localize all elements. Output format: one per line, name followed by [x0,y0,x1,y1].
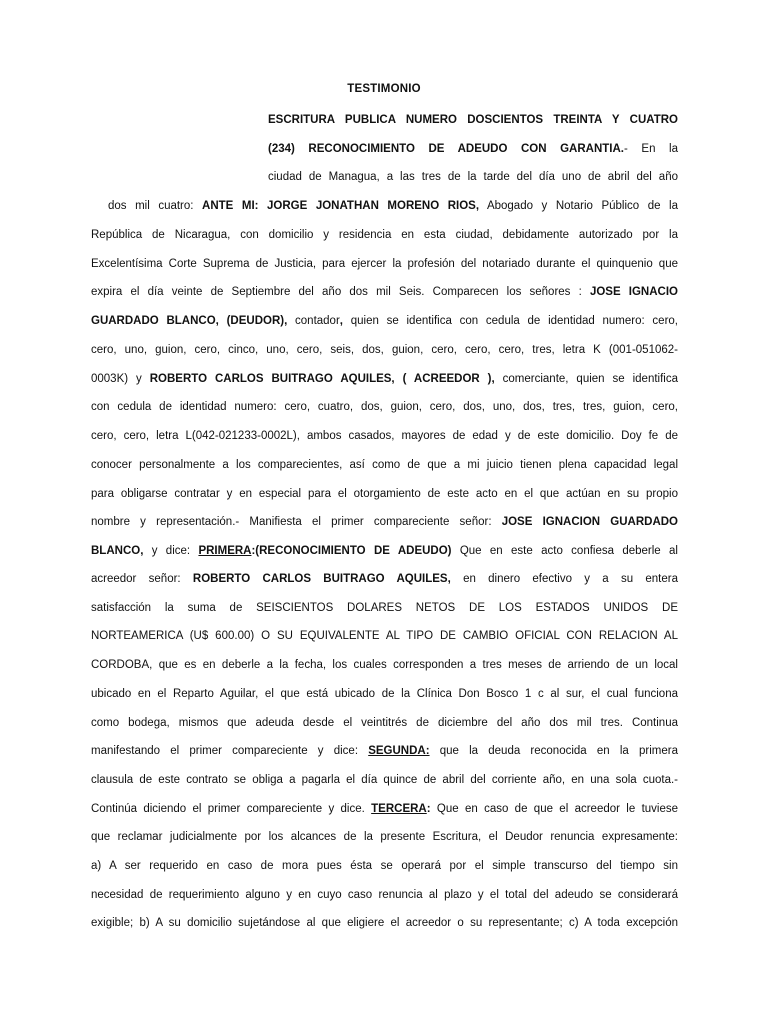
bold-text: , [339,315,343,327]
bold-text: ROBERTO CARLOS BUITRAGO AQUILES, [192,573,451,585]
bold-text: ESCRITURA PUBLICA NUMERO DOSCIENTOS TREINTA Y CUATRO [268,114,678,126]
text-line [91,542,678,560]
text-line [91,656,678,674]
text-line [91,914,678,932]
clause-heading: SEGUNDA: [368,745,430,757]
text-line [91,742,678,760]
bold-text: (234) RECONOCIMIENTO DE ADEUDO CON GARANTIA. [268,143,624,155]
text-run: nombre y representación.- Manifiesta el primer compareciente señor: [91,516,502,528]
text-run: en dinero efectivo y a su entera [450,573,678,585]
text-run: ubicado en el Reparto Aguilar, el que está ubicado de la Clínica Don Bosco 1 c al sur, el cual funciona [91,688,678,700]
text-run: ciudad de Managua, a las tres de la tarde del día uno de abril del año [268,171,678,183]
bold-text: GUARDADO BLANCO, (DEUDOR), [91,315,288,327]
document-title: TESTIMONIO [347,83,421,95]
text-run: exigible; b) A su domicilio sujetándose al que eligiere el acreedor o su representante; c) A toda excepción [91,917,678,929]
bold-text: : [426,803,431,815]
text-line [91,570,678,588]
text-line [91,886,678,904]
text-run: República de Nicaragua, con domicilio y residencia en esta ciudad, debidamente autorizado por la [91,229,678,241]
text-line [268,168,678,186]
clause-heading: TERCERA [371,803,427,815]
text-run: cero, uno, guion, cero, cinco, uno, cero, seis, dos, guion, cero, cero, cero, tres, letra K (001-051062- [91,344,678,356]
clause-heading: PRIMERA [198,545,252,557]
text-line [91,427,678,445]
text-line [91,226,678,244]
text-run: cero, cero, letra L(042-021233-0002L), ambos casados, mayores de edad y de este domicilio. Doy fe de [91,430,678,442]
text-line [91,485,678,503]
text-run: Excelentísima Corte Suprema de Justicia, para ejercer la profesión del notariado durante el quinquenio que [91,258,678,270]
text-run: manifestando el primer compareciente y dice: [91,745,369,757]
text-run: dos mil cuatro: [108,200,203,212]
text-line [268,111,678,129]
bold-text: JOSE IGNACION GUARDADO [501,516,679,528]
bold-text: :(RECONOCIMIENTO DE ADEUDO) [251,545,452,557]
text-run: Que en caso de que el acreedor le tuviese [430,803,679,815]
text-run: a) A ser requerido en caso de mora pues ésta se operará por el simple transcurso del tiempo sin [91,860,678,872]
text-run: como bodega, mismos que adeuda desde el veintitrés de diciembre del año dos mil tres. Continua [91,717,678,729]
text-line [91,857,678,875]
text-run: necesidad de requerimiento alguno y en cuyo caso renuncia al plazo y el total del adeudo se considerará [91,889,678,901]
bold-text: BLANCO, [91,545,144,557]
text-line [108,197,678,215]
text-line [91,685,678,703]
text-line [91,800,678,818]
bold-text: ROBERTO CARLOS BUITRAGO AQUILES, ( ACREEDOR ), [149,373,495,385]
text-run: CORDOBA, que es en deberle a la fecha, los cuales corresponden a tres meses de arriendo de un local [91,659,678,671]
text-run: NORTEAMERICA (U$ 600.00) O SU EQUIVALENTE AL TIPO DE CAMBIO OFICIAL CON RELACION AL [91,630,678,642]
text-run: con cedula de identidad numero: cero, cuatro, dos, guion, cero, dos, uno, dos, tres, tres, guion, cero, [91,401,678,413]
text-line [91,714,678,732]
text-line [91,771,678,789]
text-line [91,370,678,388]
text-line [91,599,678,617]
text-line [91,341,678,359]
text-line [91,456,678,474]
text-run: contador [287,315,340,327]
text-run: - En la [624,143,678,155]
text-run: Abogado y Notario Público de la [479,200,678,212]
text-run: acreedor señor: [91,573,193,585]
text-line [91,398,678,416]
text-run: comerciante, quien se identifica [494,373,678,385]
text-run: Que en este acto confiesa deberle al [451,545,678,557]
text-line [91,312,678,330]
text-run: que reclamar judicialmente por los alcances de la presente Escritura, el Deudor renuncia expresamente: [91,831,678,843]
bold-text: ANTE MI: JORGE JONATHAN MORENO RIOS, [202,200,480,212]
text-line [91,513,678,531]
text-line [268,140,678,158]
text-line [91,828,678,846]
text-run: clausula de este contrato se obliga a pagarla el día quince de abril del corriente año, en una sola cuota.- [91,774,678,786]
text-line [91,255,678,273]
text-line [91,283,678,301]
text-run: para obligarse contratar y en especial para el otorgamiento de este acto en el que actúan en su propio [91,488,678,500]
text-run: expira el día veinte de Septiembre del año dos mil Seis. Comparecen los señores : [91,286,590,298]
text-run: satisfacción la suma de SEISCIENTOS DOLARES NETOS DE LOS ESTADOS UNIDOS DE [91,602,678,614]
text-run: Continúa diciendo el primer compareciente y dice. [91,803,372,815]
text-run: conocer personalmente a los comparecientes, así como de que a mi juicio tienen plena capacidad legal [91,459,678,471]
text-run: que la deuda reconocida en la primera [429,745,678,757]
text-run: y dice: [143,545,199,557]
bold-text: JOSE IGNACIO [589,286,678,298]
text-run: 0003K) y [91,373,150,385]
text-run: quien se identifica con cedula de identidad numero: cero, [342,315,678,327]
text-line [91,627,678,645]
